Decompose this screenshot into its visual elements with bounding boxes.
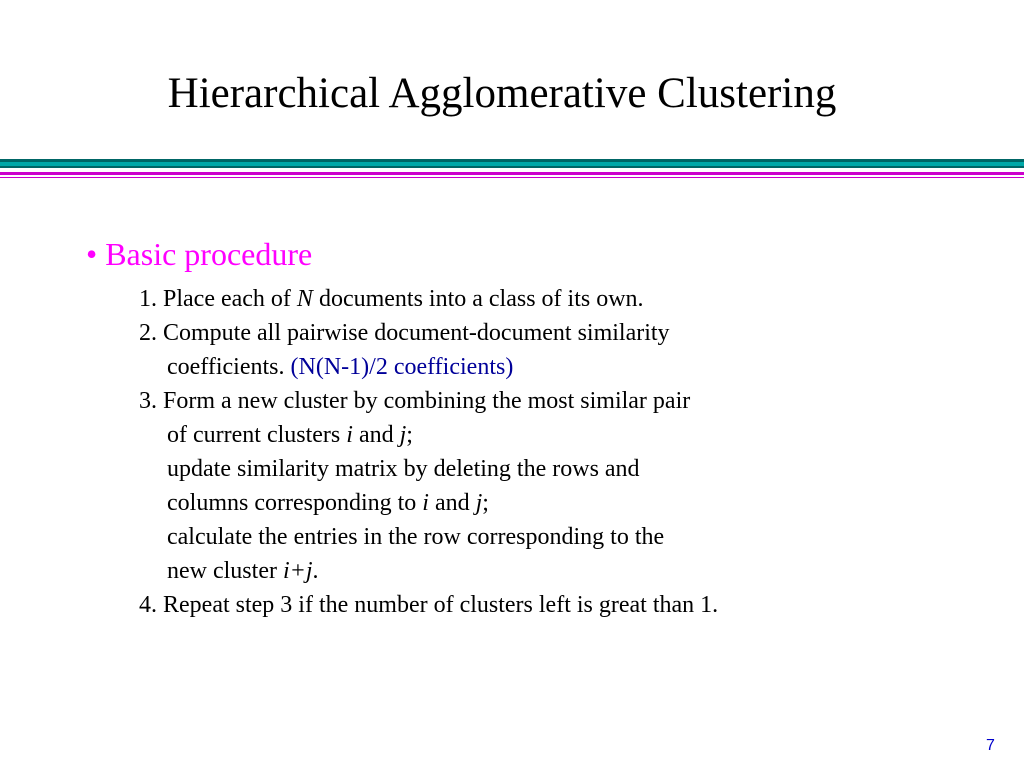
step-4: 4. Repeat step 3 if the number of clusters left is great than 1. bbox=[139, 592, 719, 618]
procedure-steps bbox=[139, 282, 718, 622]
step-1 bbox=[139, 282, 718, 316]
step-3-line-5: calculate the entries in the row corresponding to the bbox=[167, 524, 665, 550]
divider-magenta bbox=[0, 172, 1024, 175]
step-3-line-4-text: columns corresponding to bbox=[167, 490, 423, 516]
step-2-line-2 bbox=[139, 350, 718, 384]
step-3-line-6 bbox=[139, 554, 718, 588]
divider-magenta-thin bbox=[0, 177, 1024, 178]
step-1-pre: 1. Place each of bbox=[139, 286, 297, 312]
bullet-text: Basic procedure bbox=[105, 236, 313, 272]
and-text: and bbox=[428, 490, 476, 516]
semicolon: ; bbox=[482, 490, 489, 516]
var-j: j bbox=[399, 422, 407, 448]
semicolon: ; bbox=[406, 422, 413, 448]
step-2-line-1: 2. Compute all pairwise document-document similarity bbox=[139, 320, 670, 346]
and-text: and bbox=[352, 422, 400, 448]
step-2-text: coefficients. bbox=[167, 354, 291, 380]
step-1-post: documents into a class of its own. bbox=[312, 286, 644, 312]
step-3-line-1: 3. Form a new cluster by combining the most similar pair bbox=[139, 388, 691, 414]
divider-teal-dark-lower bbox=[0, 166, 1024, 168]
page-number: 7 bbox=[986, 737, 995, 754]
step-3-line-3: update similarity matrix by deleting the rows and bbox=[167, 456, 640, 482]
bullet-item bbox=[86, 234, 312, 274]
coefficient-count-note: (N(N-1)/2 coefficients) bbox=[290, 354, 514, 380]
bullet-marker: • bbox=[86, 236, 98, 272]
var-n: N bbox=[296, 286, 313, 312]
step-3-line-4 bbox=[139, 486, 718, 520]
step-3-line-2 bbox=[139, 418, 718, 452]
var-i-plus-j: i+j bbox=[282, 558, 313, 584]
var-i: i bbox=[346, 422, 353, 448]
step-3-line-2-text: of current clusters bbox=[167, 422, 347, 448]
step-3-line-6-text: new cluster bbox=[167, 558, 283, 584]
var-j: j bbox=[475, 490, 483, 516]
slide-title: Hierarchical Agglomerative Clustering bbox=[167, 70, 837, 117]
period: . bbox=[312, 558, 319, 584]
var-i: i bbox=[422, 490, 429, 516]
